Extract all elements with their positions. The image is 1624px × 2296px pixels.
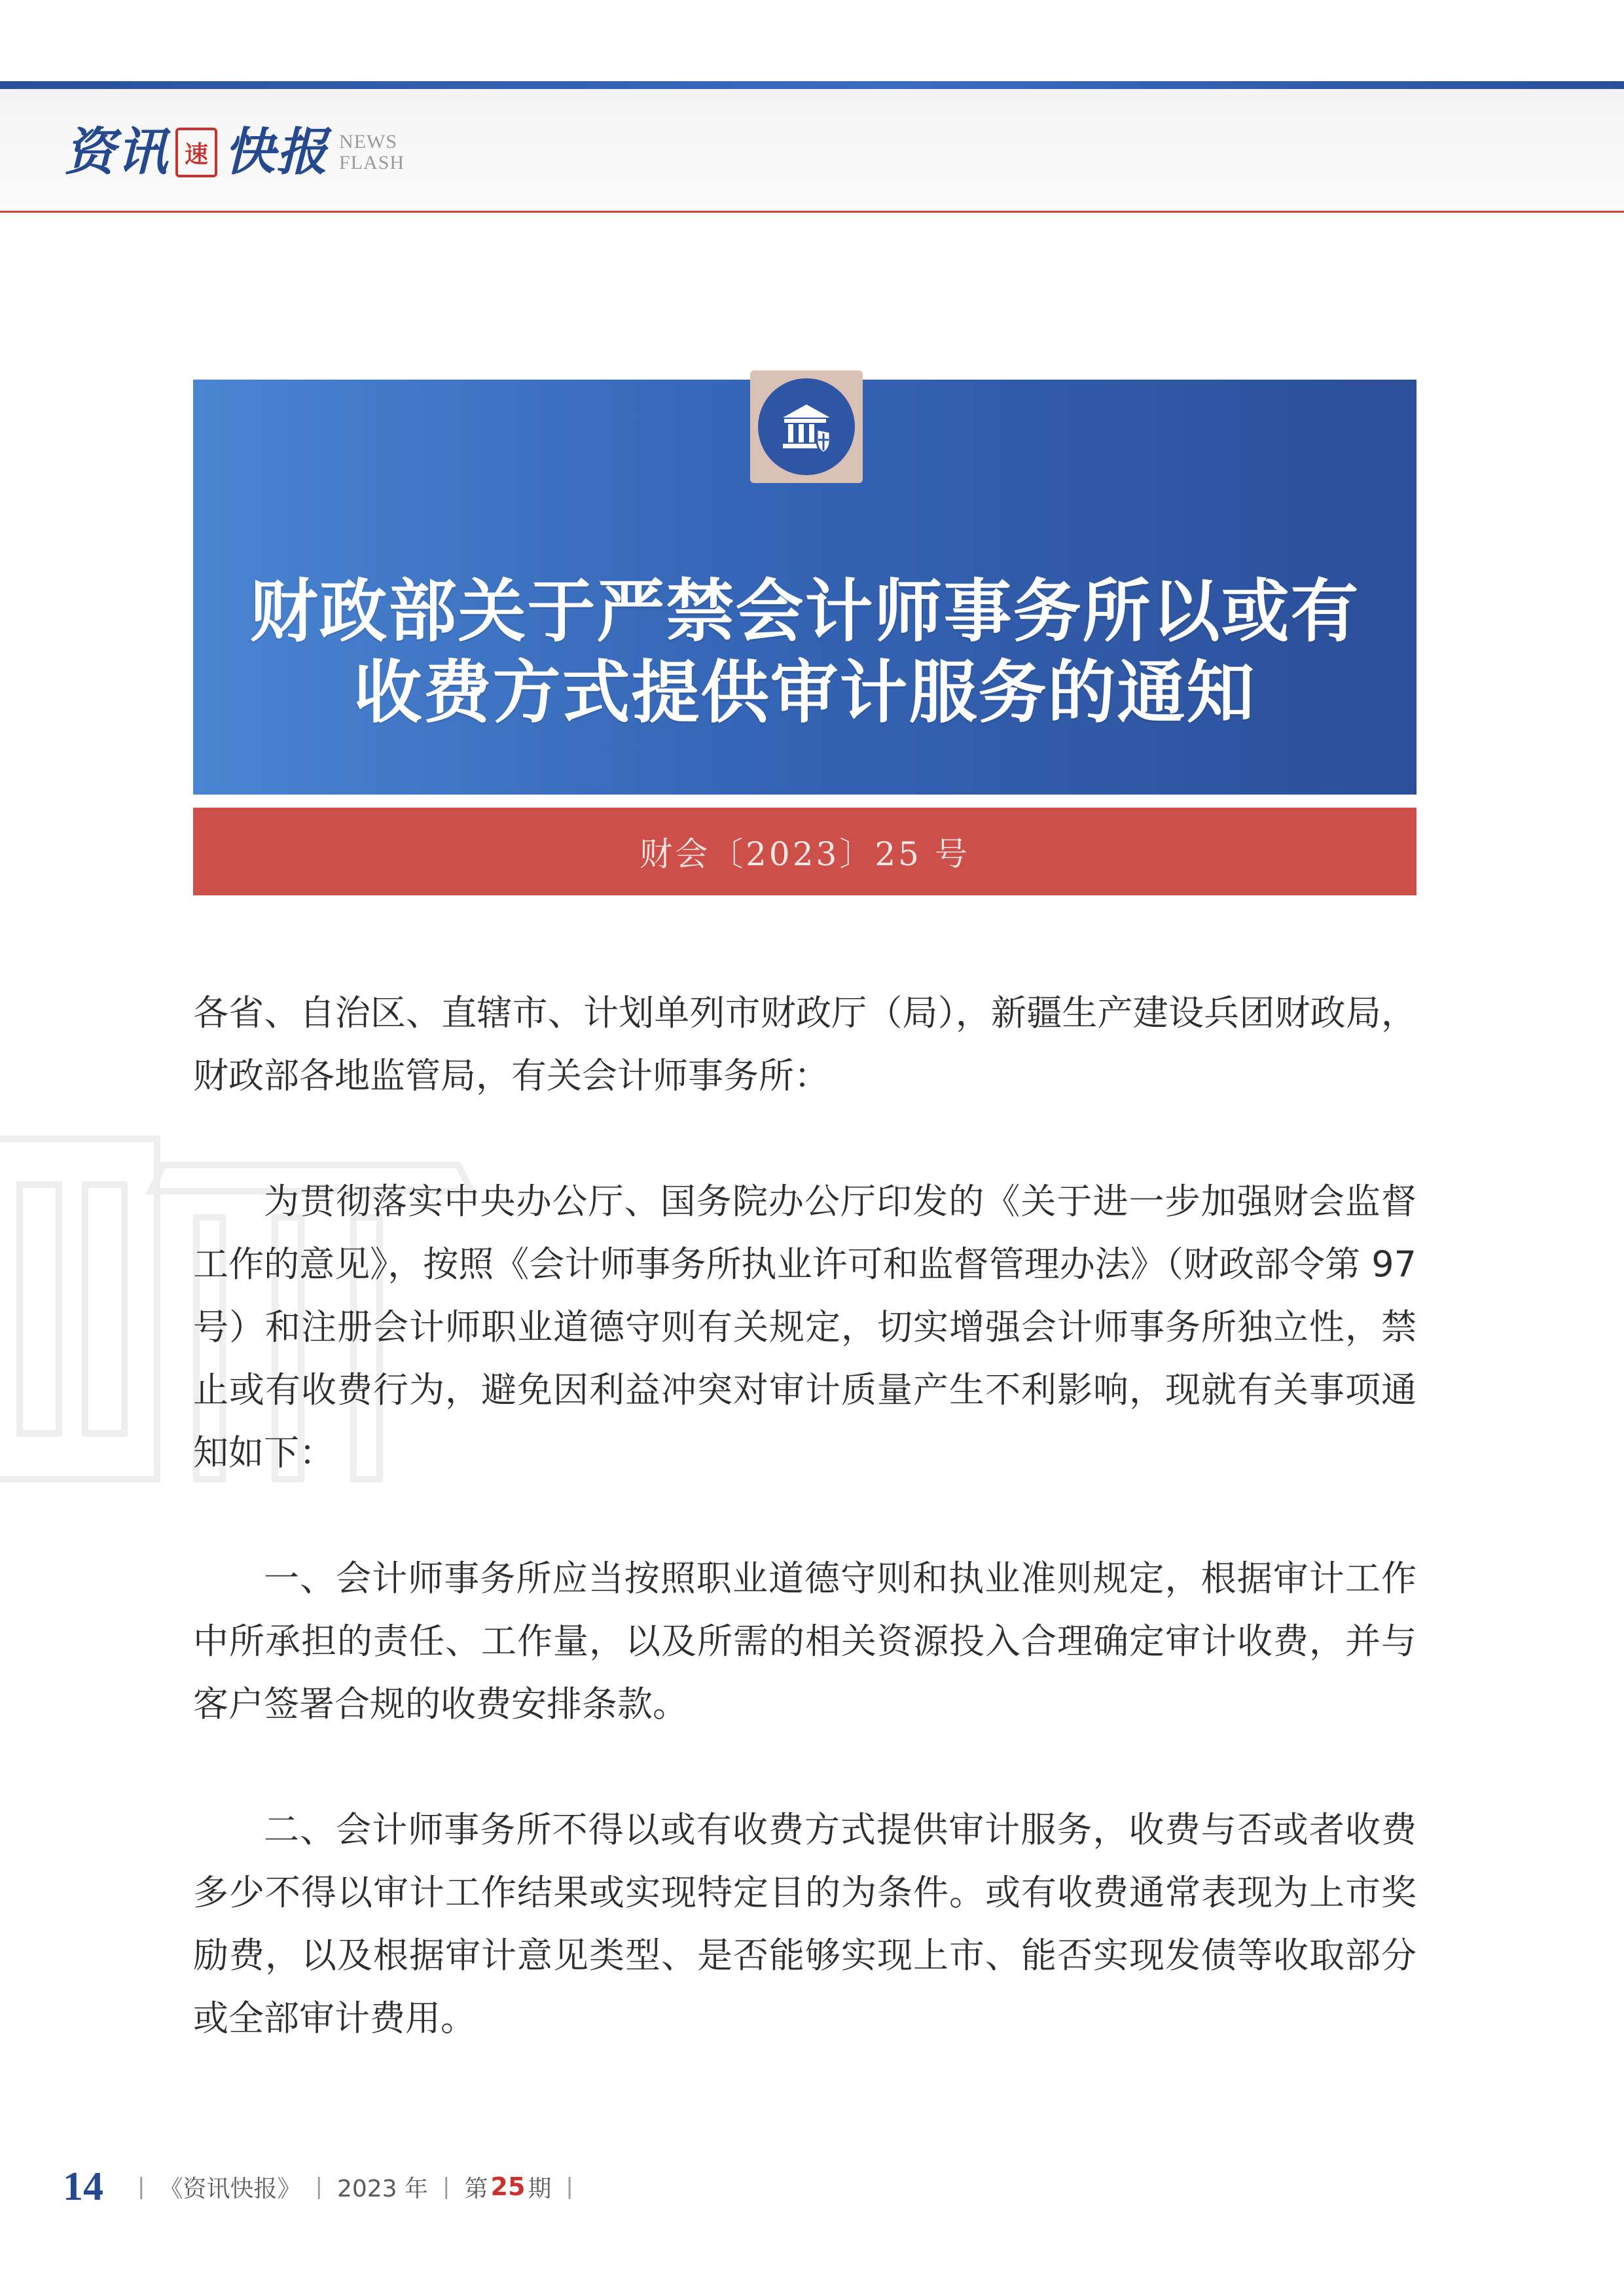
salutation: 各省、自治区、直辖市、计划单列市财政厅（局），新疆生产建设兵团财政局，财政部各地监管局，有关会计师事务所： bbox=[193, 992, 1416, 1096]
page-footer bbox=[63, 2160, 588, 2214]
title-line-1: 财政部关于严禁会计师事务所以或有 bbox=[249, 571, 1360, 651]
header-divider bbox=[0, 211, 1624, 213]
brand-seal-icon: 速 bbox=[175, 128, 217, 177]
page-number: 14 bbox=[63, 2164, 103, 2209]
doc-number-bar bbox=[193, 808, 1416, 895]
paragraph: 二、会计师事务所不得以或有收费方式提供审计服务，收费与否或者收费多少不得以审计工作结果或实现特定目的为条件。或有收费通常表现为上市奖励费，以及根据审计意见类型、是否能够实现上市、能否实现发债等收取部分或全部审计费用。 bbox=[193, 1809, 1416, 2039]
brand-english-line1: NEWS bbox=[339, 131, 398, 152]
title-icon-frame bbox=[750, 370, 863, 483]
brand-english bbox=[339, 132, 405, 173]
bank-icon bbox=[774, 394, 839, 459]
bank-shield-icon bbox=[758, 378, 855, 475]
footer-separator: | bbox=[566, 2174, 573, 2200]
footer-publication: 《资讯快报》 bbox=[159, 2175, 301, 2202]
paragraph: 一、会计师事务所应当按照职业道德守则和执业准则规定，根据审计工作中所承担的责任、工作量，以及所需的相关资源投入合理确定审计收费，并与客户签署合规的收费安排条款。 bbox=[193, 1558, 1416, 1725]
header-top-stripe bbox=[0, 81, 1624, 89]
page-title bbox=[193, 571, 1416, 733]
brand-word-right: 快报 bbox=[224, 122, 329, 182]
paragraph: 为贯彻落实中央办公厅、国务院办公厅印发的《关于进一步加强财会监督工作的意见》，按照《会计师事务所执业许可和监督管理办法》（财政部令第 97 号）和注册会计师职业道德守则有关规定，切实增强会计师事务所独立性，禁止或有收费行为，避免因利益冲突对审计质量产生不利影响，现就有关事项通知如下： bbox=[193, 1181, 1416, 1473]
brand-logo bbox=[64, 117, 405, 188]
footer-issue-prefix: 第 bbox=[464, 2175, 488, 2202]
brand-english-line2: FLASH bbox=[339, 152, 405, 173]
title-line-2: 收费方式提供审计服务的通知 bbox=[353, 653, 1256, 732]
footer-separator: | bbox=[442, 2174, 450, 2200]
footer-issue-suffix: 期 bbox=[528, 2175, 552, 2202]
footer-separator: | bbox=[315, 2174, 323, 2200]
footer-year: 2023 年 bbox=[336, 2175, 429, 2202]
footer-separator: | bbox=[137, 2174, 145, 2200]
article-body bbox=[193, 982, 1416, 2113]
doc-number: 财会〔2023〕25 号 bbox=[640, 835, 970, 873]
brand-word-left: 资讯 bbox=[64, 122, 170, 182]
footer-issue-number: 25 bbox=[490, 2172, 526, 2201]
